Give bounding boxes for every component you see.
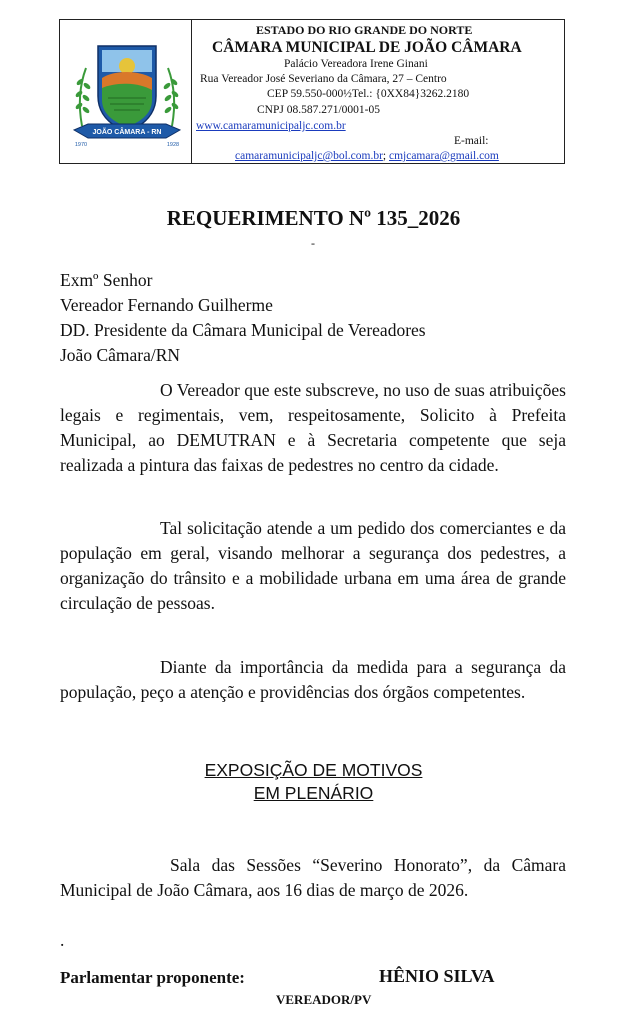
exposicao-line-2: EM PLENÁRIO [253, 783, 374, 803]
logo-year-right: 1928 [166, 142, 180, 148]
email-link-bol[interactable]: camaramunicipaljc@bol.com.br [235, 150, 383, 162]
header-emails [235, 150, 499, 163]
exposicao-de-motivos-heading [0, 759, 627, 805]
letterhead [59, 19, 565, 164]
header-cep-tel: CEP 59.550-000½Tel.: {0XX84}3262.2180 [267, 88, 470, 100]
header-palace: Palácio Vereadora Irene Ginani [284, 58, 428, 70]
document-title: REQUERIMENTO Nº 135_2026 [166, 206, 461, 230]
paragraph-request: O Vereador que este subscreve, no uso de suas atribuições legais e regimentais, vem, respeitosamente, Solicito à Prefeita Municipal, ao DEMUTRAN e à Secretaria competente que seja realizada a pintura das faixas de pedestres no centro da cidade. [60, 380, 566, 475]
addressee-line: João Câmara/RN [60, 345, 181, 365]
addressee-line: DD. Presidente da Câmara Municipal de Vereadores [60, 320, 426, 340]
header-chamber: CÂMARA MUNICIPAL DE JOÃO CÂMARA [212, 39, 522, 56]
header-state: ESTADO DO RIO GRANDE DO NORTE [256, 23, 473, 37]
addressee-line: Exmº Senhor [60, 270, 153, 290]
paragraph-conclusion: Diante da importância da medida para a segurança da população, peço a atenção e providências dos órgãos competentes. [60, 657, 566, 702]
email-link-gmail[interactable]: cmjcamara@gmail.com [388, 150, 499, 162]
closing-dot: . [60, 930, 65, 950]
header-website-link[interactable]: www.camaramunicipaljc.com.br [196, 120, 346, 132]
email-separator: ; [382, 150, 387, 162]
paragraph-justification: Tal solicitação atende a um pedido dos comerciantes e da população em geral, visando melhorar a segurança dos pedestres, a organização do trânsito e a mobilidade urbana em uma área de grande circulação de pessoas. [60, 518, 566, 613]
header-cnpj: CNPJ 08.587.271/0001-05 [257, 104, 380, 116]
exposicao-line-1: EXPOSIÇÃO DE MOTIVOS [204, 760, 423, 780]
logo-year-left: 1970 [74, 142, 88, 148]
municipal-coat-of-arms-logo [68, 34, 186, 152]
letterhead-divider [191, 20, 192, 163]
title-dash: - [311, 236, 315, 250]
logo-banner-text: JOÃO CÂMARA - RN [92, 129, 162, 136]
signature-name: HÊNIO SILVA [379, 966, 495, 986]
header-address: Rua Vereador José Severiano da Câmara, 27 – Centro [200, 73, 447, 85]
addressee-block [60, 268, 566, 368]
closing-paragraph: Sala das Sessões “Severino Honorato”, da Câmara Municipal de João Câmara, aos 16 dias de março de 2026. [60, 855, 566, 900]
addressee-line: Vereador Fernando Guilherme [60, 295, 273, 315]
signature-role: VEREADOR/PV [276, 992, 372, 1007]
header-email-label: E-mail: [454, 135, 489, 147]
signature-label: Parlamentar proponente: [60, 968, 245, 987]
